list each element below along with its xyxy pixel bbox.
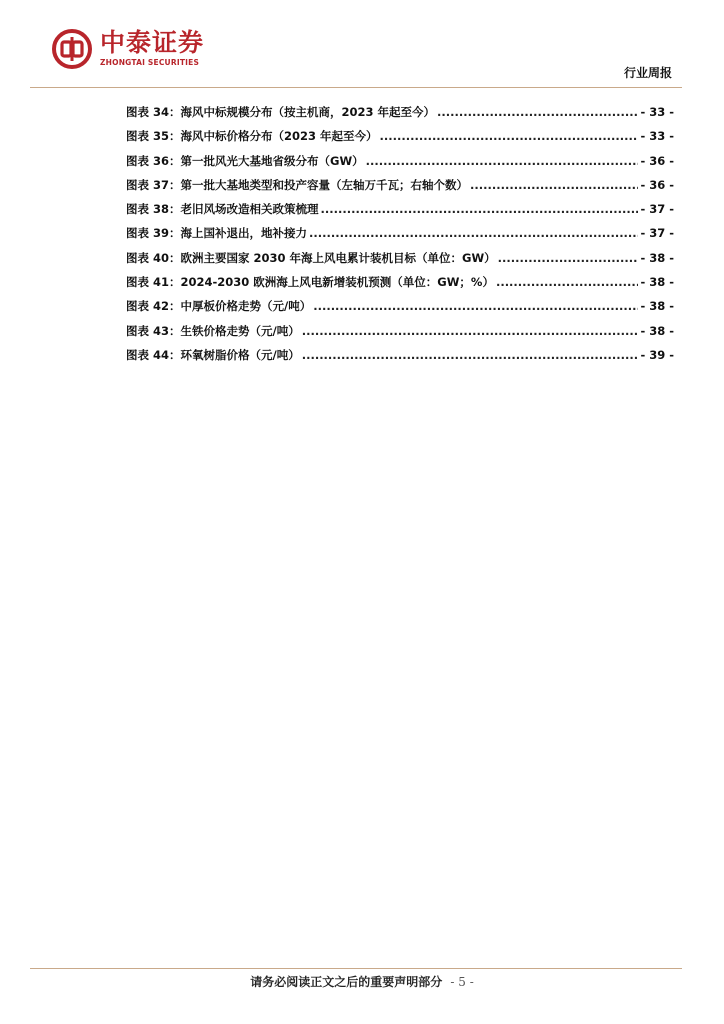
toc-entry[interactable] (126, 149, 674, 173)
toc-entry-label: 图表 36：第一批风光大基地省级分布（GW） (126, 153, 364, 168)
toc-leader-dots (498, 246, 639, 270)
header-divider (30, 87, 682, 88)
toc-entry-page: - 39 - (640, 347, 674, 362)
toc-entry[interactable] (126, 221, 674, 245)
toc-entry-label: 图表 43：生铁价格走势（元/吨） (126, 323, 300, 338)
toc-entry[interactable] (126, 124, 674, 148)
toc-entry-label: 图表 41：2024-2030 欧洲海上风电新增装机预测（单位：GW；%） (126, 275, 494, 290)
table-of-figures (126, 100, 674, 367)
toc-entry-page: - 38 - (640, 299, 674, 314)
toc-entry[interactable] (126, 270, 674, 294)
toc-entry[interactable] (126, 343, 674, 367)
toc-entry-page: - 37 - (640, 226, 674, 241)
page-number: - 5 - (450, 975, 474, 989)
toc-leader-dots (302, 343, 639, 367)
toc-entry-label: 图表 40：欧洲主要国家 2030 年海上风电累计装机目标（单位：GW） (126, 250, 496, 265)
toc-leader-dots (302, 319, 639, 343)
toc-entry[interactable] (126, 294, 674, 318)
toc-entry-label: 图表 42：中厚板价格走势（元/吨） (126, 299, 312, 314)
toc-entry-page: - 38 - (640, 323, 674, 338)
toc-entry-page: - 38 - (640, 250, 674, 265)
zhongtai-logo-icon (52, 29, 92, 69)
toc-entry-label: 图表 39：海上国补退出，地补接力 (126, 226, 308, 241)
report-type: 行业周报 (623, 66, 672, 80)
toc-leader-dots (309, 221, 638, 245)
toc-entry[interactable] (126, 197, 674, 221)
toc-leader-dots (437, 100, 638, 124)
toc-leader-dots (313, 294, 638, 318)
company-name-cn: 中泰证券 (100, 28, 205, 57)
toc-leader-dots (380, 124, 639, 148)
toc-entry-page: - 33 - (640, 105, 674, 119)
toc-entry-label: 图表 37：第一批大基地类型和投产容量（左轴万千瓦；右轴个数） (126, 177, 469, 192)
footer-disclaimer: 请务必阅读正文之后的重要声明部分 (250, 975, 443, 989)
toc-entry[interactable] (126, 246, 674, 270)
toc-entry[interactable] (126, 173, 674, 197)
footer-divider (30, 968, 682, 969)
page-footer (0, 973, 724, 990)
toc-entry-label: 图表 34：海风中标规模分布（按主机商，2023 年起至今） (126, 105, 436, 119)
toc-entry[interactable] (126, 100, 674, 124)
toc-leader-dots (496, 270, 638, 294)
toc-entry-label: 图表 38：老旧风场改造相关政策梳理 (126, 202, 319, 217)
toc-entry-page: - 36 - (640, 177, 674, 192)
toc-entry-page: - 33 - (640, 129, 674, 144)
toc-entry[interactable] (126, 319, 674, 343)
toc-leader-dots (470, 173, 638, 197)
toc-entry-page: - 38 - (640, 275, 674, 290)
page-header (0, 0, 724, 90)
toc-leader-dots (366, 149, 639, 173)
toc-entry-label: 图表 35：海风中标价格分布（2023 年起至今） (126, 129, 378, 144)
toc-entry-page: - 37 - (640, 202, 674, 217)
company-name-en: ZHONGTAI SECURITIES (100, 58, 200, 67)
toc-entry-label: 图表 44：环氧树脂价格（元/吨） (126, 347, 300, 362)
toc-entry-page: - 36 - (640, 153, 674, 168)
toc-leader-dots (321, 197, 639, 221)
